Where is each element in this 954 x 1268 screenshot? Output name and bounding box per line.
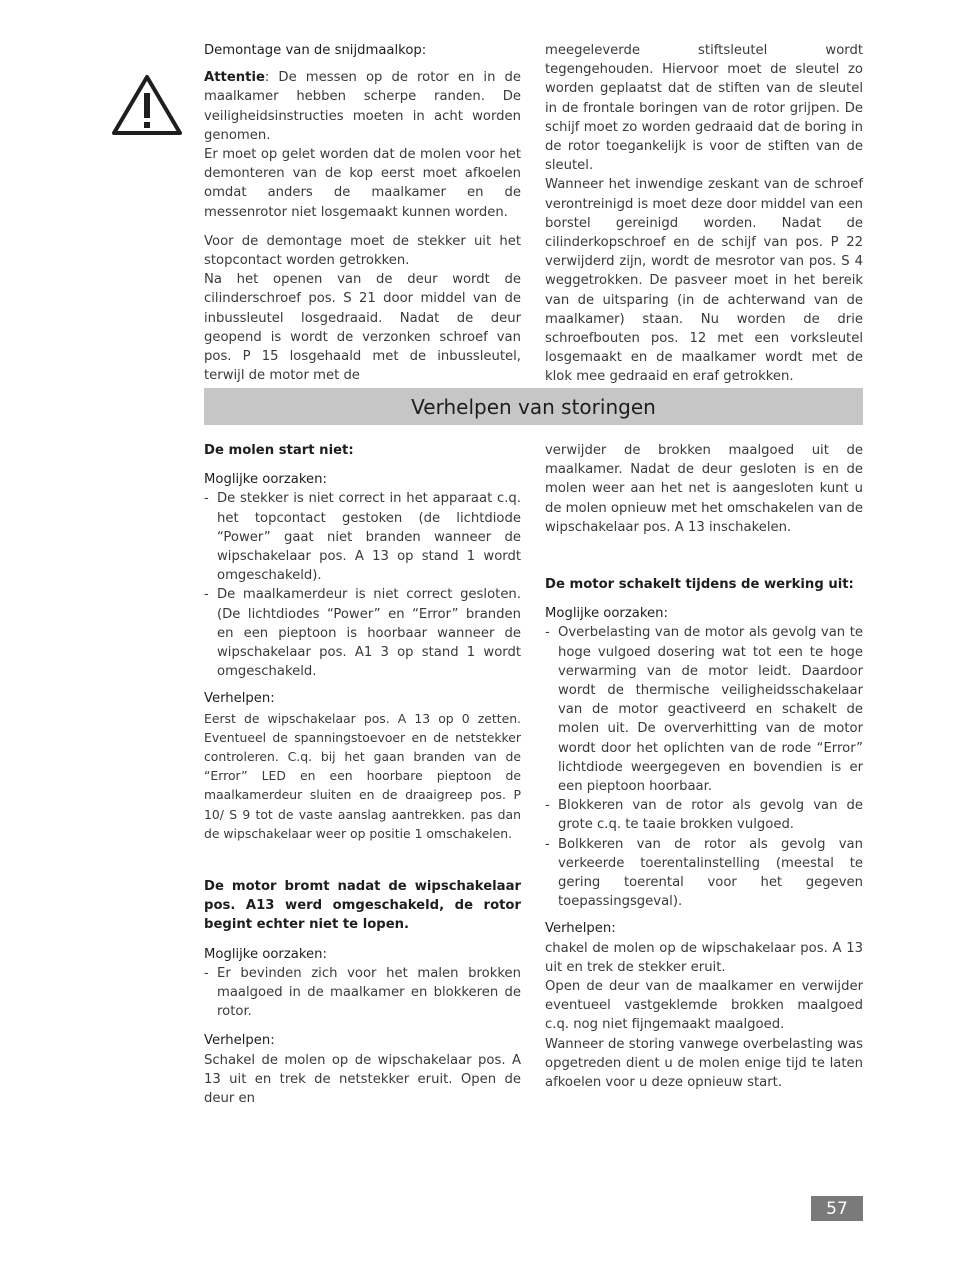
section-heading-demontage: Demontage van de snijdmaalkop: — [204, 43, 427, 58]
attention-text: : De messen op de rotor en in de maalkamer hebben scherpe randen. De veiligheidsinstructies moeten in acht worden genomen. — [204, 70, 521, 143]
remedy-label: Verhelpen: — [545, 921, 616, 937]
remedy-label: Verhelpen: — [204, 1033, 275, 1049]
remedy-text: Eerst de wipschakelaar pos. A 13 op 0 zetten. Eventueel de spanningstoevoer en de netstekker controleren. C.q. bij het gaan branden van de “Error” LED en een hoorbare pieptoon de maalkamerdeur sluiten en de draaigreep pos. P 10/ S 9 tot de vaste aanslag aantrekken. pas dan de wipschakelaar weer op positie 1 omschakelen. — [204, 710, 521, 841]
heading-molen-start-niet: De molen start niet: — [204, 443, 354, 458]
causes-list — [545, 623, 863, 911]
causes-label: Moglijke oorzaken: — [204, 946, 327, 962]
list-item: - Bolkkeren van de rotor als gevolg van verkeerde toerentalinstelling (meestal te gering toerental voor het gegeven toepassingsgeval). — [545, 835, 863, 912]
list-item: - Er bevinden zich voor het malen brokken maalgoed in de maalkamer en blokkeren de rotor. — [204, 964, 521, 1022]
remedy-text: chakel de molen op de wipschakelaar pos. A 13 uit en trek de stekker eruit. — [545, 940, 863, 975]
causes-list — [204, 489, 521, 681]
demontage-right-column — [545, 41, 863, 387]
troubleshooting-right-column — [545, 441, 863, 1092]
demontage-left-column — [204, 41, 521, 385]
causes-label: Moglijke oorzaken: — [204, 472, 327, 488]
remedy-text: Open de deur van de maalkamer en verwijder eventueel vastgeklemde brokken maalgoed c.q. nog niet fijngemaakt maalgoed. — [545, 979, 863, 1033]
paragraph-clean-screw: Wanneer het inwendige zeskant van de schroef verontreinigd is moet deze door middel van een borstel gereinigd worden. Nadat de cilinderkopschroef en de schijf van pos. P 22 verwijderd zijn, wordt de mesrotor van pos. S 4 weggetrokken. De pasveer moet in het bereik van de uitsparing (in de achterwand van de maalkamer) staan. Nu worden de drie schroefbouten pos. 12 met een vorksleutel losgemaakt en de maalkamer wordt met de klok mee gedraaid en eraf getrokken. — [545, 177, 863, 385]
paragraph-cooling: Er moet op gelet worden dat de molen voor het demonteren van de kop eerst moet afkoelen omdat anders de maalkamer en de messenrotor niet losgemaakt kunnen worden. — [204, 147, 521, 220]
list-item: - Overbelasting van de motor als gevolg van te hoge vulgoed dosering wat tot een te hoge verwarming van de motor leidt. Daardoor wordt de thermische veiligheidsschakelaar van de motor geactiveerd en schakelt de molen uit. De oververhitting van de motor wordt door het oplichten van de rode “Error” lichtdiode weergegeven en bovendien is er een pieptoon hoorbaar. — [545, 623, 863, 796]
continued-text: verwijder de brokken maalgoed uit de maalkamer. Nadat de deur gesloten is en de molen weer aan het net is aangesloten kunt u de molen opnieuw met het omschakelen van de wipschakelaar pos. A 13 inschakelen. — [545, 443, 863, 535]
attention-label: Attentie — [204, 70, 265, 86]
remedy-text: Schakel de molen op de wipschakelaar pos. A 13 uit en trek de netstekker eruit. Open de deur en — [204, 1052, 521, 1107]
paragraph-unplug: Voor de demontage moet de stekker uit het stopcontact worden getrokken. — [204, 233, 521, 269]
attention-paragraph — [204, 68, 521, 145]
list-item: - Blokkeren van de rotor als gevolg van de grote c.q. te taaie brokken vulgoed. — [545, 796, 863, 834]
banner-title: Verhelpen van storingen — [411, 394, 656, 419]
causes-list — [204, 964, 521, 1022]
causes-label: Moglijke oorzaken: — [545, 606, 668, 622]
list-item: - De stekker is niet correct in het apparaat c.q. het topcontact gestoken (de lichtdiode “Power” gaat niet branden wanneer de wipschakelaar pos. A 13 op stand 1 wordt omgeschakeld). — [204, 489, 521, 585]
page-number-label: 57 — [826, 1198, 848, 1219]
remedy-text: Wanneer de storing vanwege overbelasting was opgetreden dient u de molen enige tijd te laten afkoelen voor u deze opnieuw start. — [545, 1036, 863, 1091]
page-number — [811, 1196, 863, 1221]
remedy-label: Verhelpen: — [204, 691, 275, 707]
troubleshooting-left-column — [204, 441, 521, 1108]
warning-triangle-icon — [111, 74, 183, 136]
paragraph-key: meegeleverde stiftsleutel wordt tegengehouden. Hiervoor moet de sleutel zo worden geplaatst dat de stiften van de sleutel in de frontale boringen van de rotor grijpen. De schijf moet zo worden gedraaid dat de boring in de rotor toegankelijk is voor de stiften van de sleutel. — [545, 43, 863, 174]
section-banner — [204, 388, 863, 425]
paragraph-open-door: Na het openen van de deur wordt de cilinderschroef pos. S 21 door middel van de inbussleutel losgedraaid. Nadat de deur geopend is wordt de verzonken schroef van pos. P 15 losgehaald met de inbussleutel, terwijl de motor met de — [204, 272, 521, 384]
heading-motor-bromt: De motor bromt nadat de wipschakelaar pos. A13 werd omgeschakeld, de rotor begint echter niet te lopen. — [204, 879, 521, 933]
list-item: - De maalkamerdeur is niet correct gesloten. (De lichtdiodes “Power” en “Error” branden en een pieptoon is hoorbaar wanneer de wipschakelaar pos. A1 3 op stand 1 wordt omgeschakeld. — [204, 585, 521, 681]
heading-motor-schakelt-uit: De motor schakelt tijdens de werking uit: — [545, 577, 854, 593]
